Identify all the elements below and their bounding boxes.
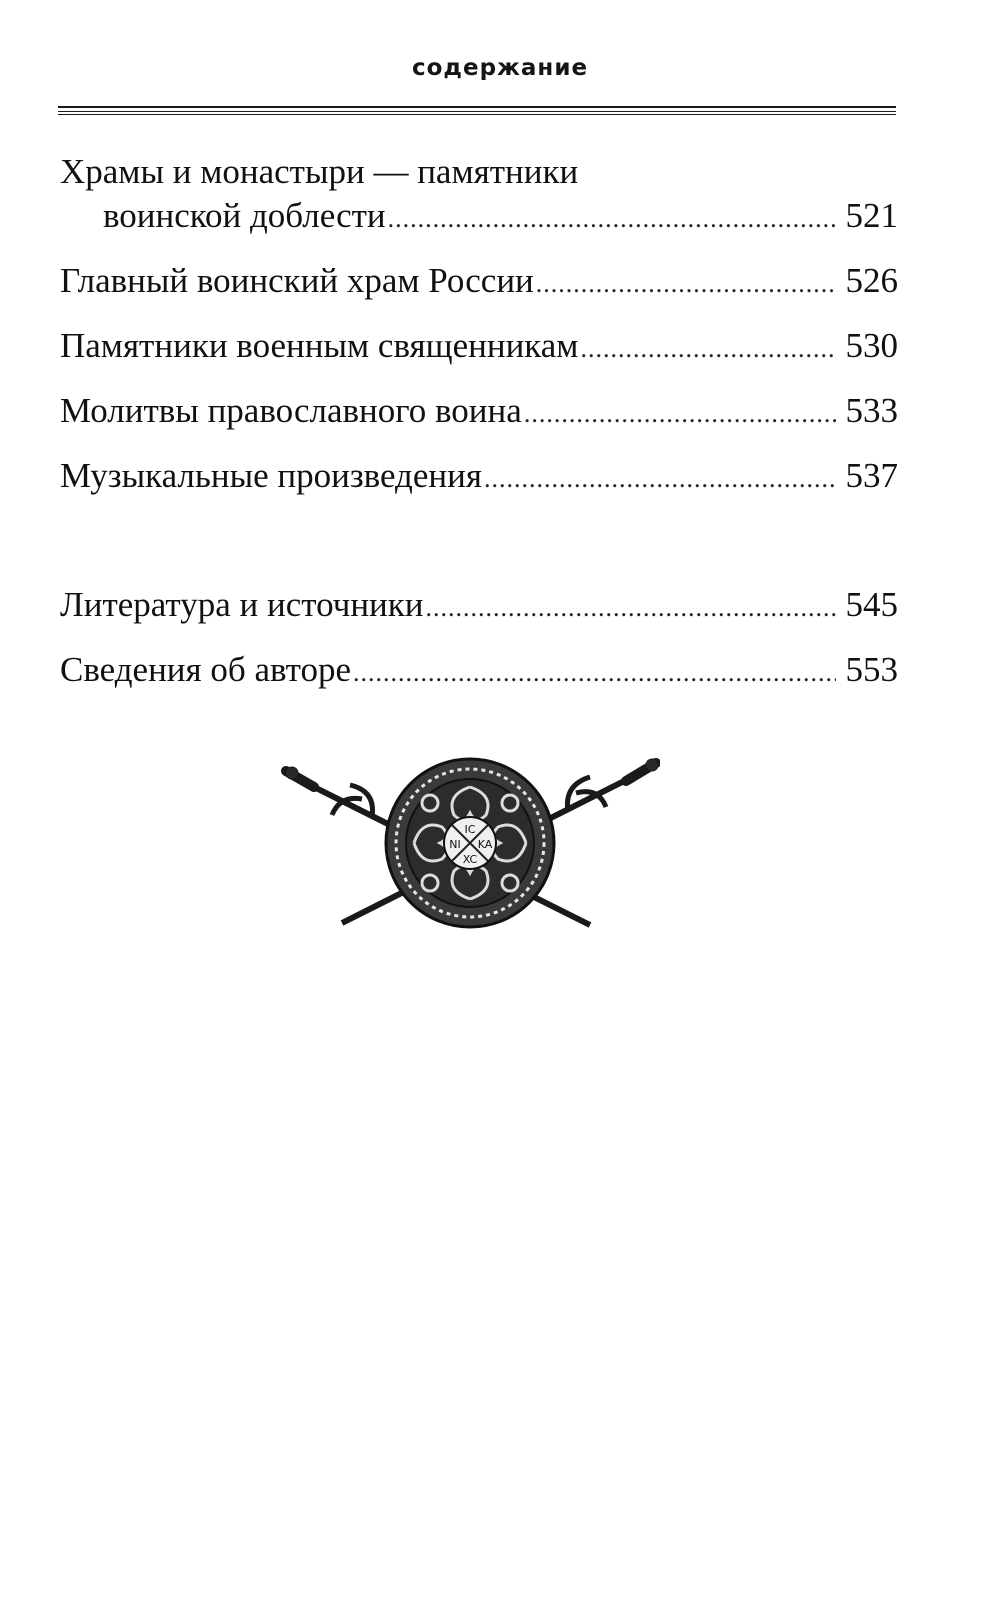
- inscription-right: KA: [477, 838, 493, 851]
- inscription-top: IC: [464, 823, 476, 836]
- toc-page-number: 530: [845, 326, 898, 365]
- toc-entry-title: Памятники военным священникам: [60, 326, 579, 365]
- dot-leader: [580, 324, 836, 371]
- toc-entry-title: Сведения об авторе: [60, 650, 352, 689]
- dot-leader: [484, 454, 836, 501]
- dot-leader: [388, 194, 836, 241]
- toc-page-number: 553: [845, 650, 898, 689]
- toc-entry-title: Музыкальные произведения: [60, 456, 482, 495]
- toc-page-number: 533: [845, 391, 898, 430]
- toc-entry: [60, 389, 898, 436]
- running-title: содержание: [411, 55, 589, 81]
- toc-page-number: 545: [845, 585, 898, 624]
- toc-entry: [60, 194, 898, 241]
- toc-entry-title: Молитвы православного воина: [60, 391, 522, 430]
- header-rule-thin: [58, 111, 896, 112]
- dot-leader: [536, 259, 836, 306]
- toc-entry-title: Литература и источники: [60, 585, 424, 624]
- inscription-left: NI: [449, 838, 461, 851]
- toc-entry: [60, 324, 898, 371]
- toc-entry: [60, 259, 898, 306]
- section-gap: [60, 519, 898, 583]
- toc-entry-title: Храмы и монастыри — памятники: [60, 152, 579, 191]
- dot-leader: [524, 389, 836, 436]
- inscription-bottom: XC: [462, 853, 478, 866]
- header-rule-thin: [58, 114, 896, 115]
- table-of-contents: [60, 150, 898, 713]
- header-rule-thick: [58, 106, 896, 108]
- shield-with-crossed-swords-icon: [280, 755, 660, 930]
- toc-page-number: 537: [845, 456, 898, 495]
- round-shield: [386, 759, 554, 927]
- toc-entry: [60, 648, 898, 695]
- toc-page-number: 521: [845, 196, 898, 235]
- toc-entry-title: Главный воинский храм России: [60, 261, 534, 300]
- toc-entry: [60, 454, 898, 501]
- toc-entry-title: воинской доблести: [103, 196, 386, 235]
- dot-leader: [426, 583, 836, 630]
- toc-entry: [60, 583, 898, 630]
- dot-leader: [353, 648, 836, 695]
- toc-page-number: 526: [845, 261, 898, 300]
